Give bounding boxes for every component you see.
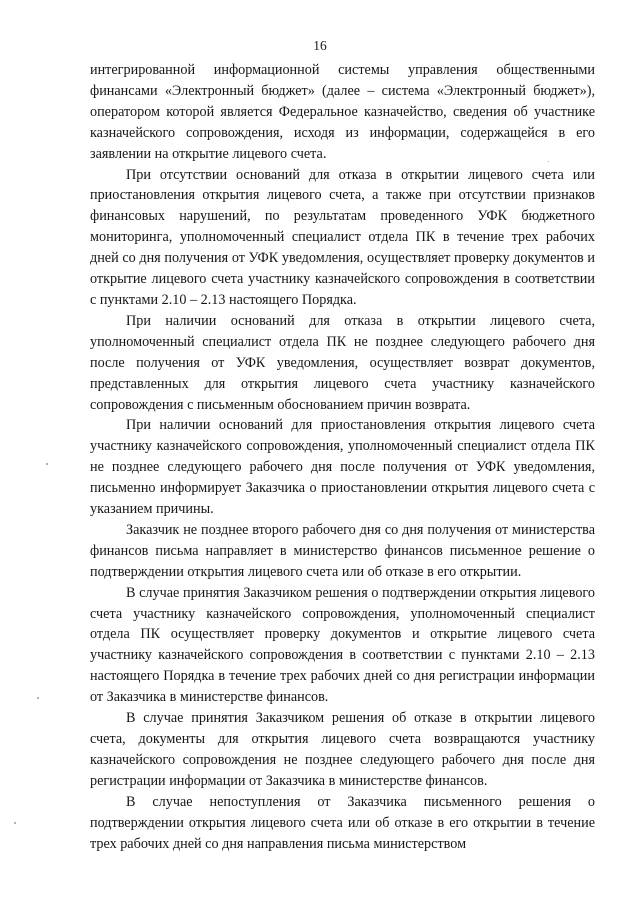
scan-speck [46,463,48,465]
paragraph-refusal-decision: В случае принятия Заказчиком решения об отказе в открытии лицевого счета, документы для открытия лицевого счета возвращаются участнику казначейского сопровождения не позднее следующего рабочего дня после дня регистрации информации от Заказчика в министерстве финансов. [90,710,595,789]
paragraph-refusal-grounds: При наличии оснований для отказа в открытии лицевого счета, уполномоченный специалист отдела ПК не позднее следующего рабочего дня после получения от УФК уведомления, осуществляет возврат документов, представленных для открытия лицевого счета участнику казначейского сопровождения с письменным обоснованием причин возврата. [90,312,595,413]
scan-speck [548,161,549,162]
page-number: 16 [313,38,327,53]
paragraph-confirmation-decision: В случае принятия Заказчиком решения о подтверждении открытия лицевого счета участнику казначейского сопровождения, уполномоченный специалист отдела ПК осуществляет проверку документов и открытие лицевого счета участнику казначейского сопровождения в соответствии с пунктами 2.10 – 2.13 настоящего Порядка в течение трех рабочих дней со дня регистрации информации от Заказчика в министерстве финансов. [90,584,595,706]
paragraph-customer-decision: Заказчик не позднее второго рабочего дня со дня получения от министерства финансов письма направляет в министерство финансов письменное решение о подтверждении открытия лицевого счета или об отказе в его открытии. [90,521,595,580]
document-body [90,60,595,854]
paragraph-no-decision-received: В случае непоступления от Заказчика письменного решения о подтверждении открытия лицевого счета или об отказе в его открытии в течение трех рабочих дней со дня направления письма министерством [90,793,595,852]
scan-speck [37,697,39,699]
scan-speck [14,822,16,824]
paragraph-suspension-grounds: При наличии оснований для приостановления открытия лицевого счета участнику казначейского сопровождения, уполномоченный специалист отдела ПК не позднее следующего рабочего дня после получения от УФК уведомления, письменно информирует Заказчика о приостановлении открытия лицевого счета с указанием причины. [90,417,595,518]
paragraph-continuation: интегрированной информационной системы управления общественными финансами «Электронный бюджет» (далее – система «Электронный бюджет»), оператором которой является Федеральное казначейство, сведения об участнике казначейского сопровождения, исходя из информации, содержащейся в его заявлении на открытие лицевого счета. [90,62,595,162]
paragraph-no-refusal-grounds: При отсутствии оснований для отказа в открытии лицевого счета или приостановления открытия лицевого счета, а также при отсутствии признаков финансовых нарушений, по результатам проведенного УФК бюджетного мониторинга, уполномоченный специалист отдела ПК в течение трех рабочих дней со дня получения от УФК уведомления, осуществляет проверку документов и открытие лицевого счета участнику казначейского сопровождения в соответствии с пунктами 2.10 – 2.13 настоящего Порядка. [90,166,595,308]
